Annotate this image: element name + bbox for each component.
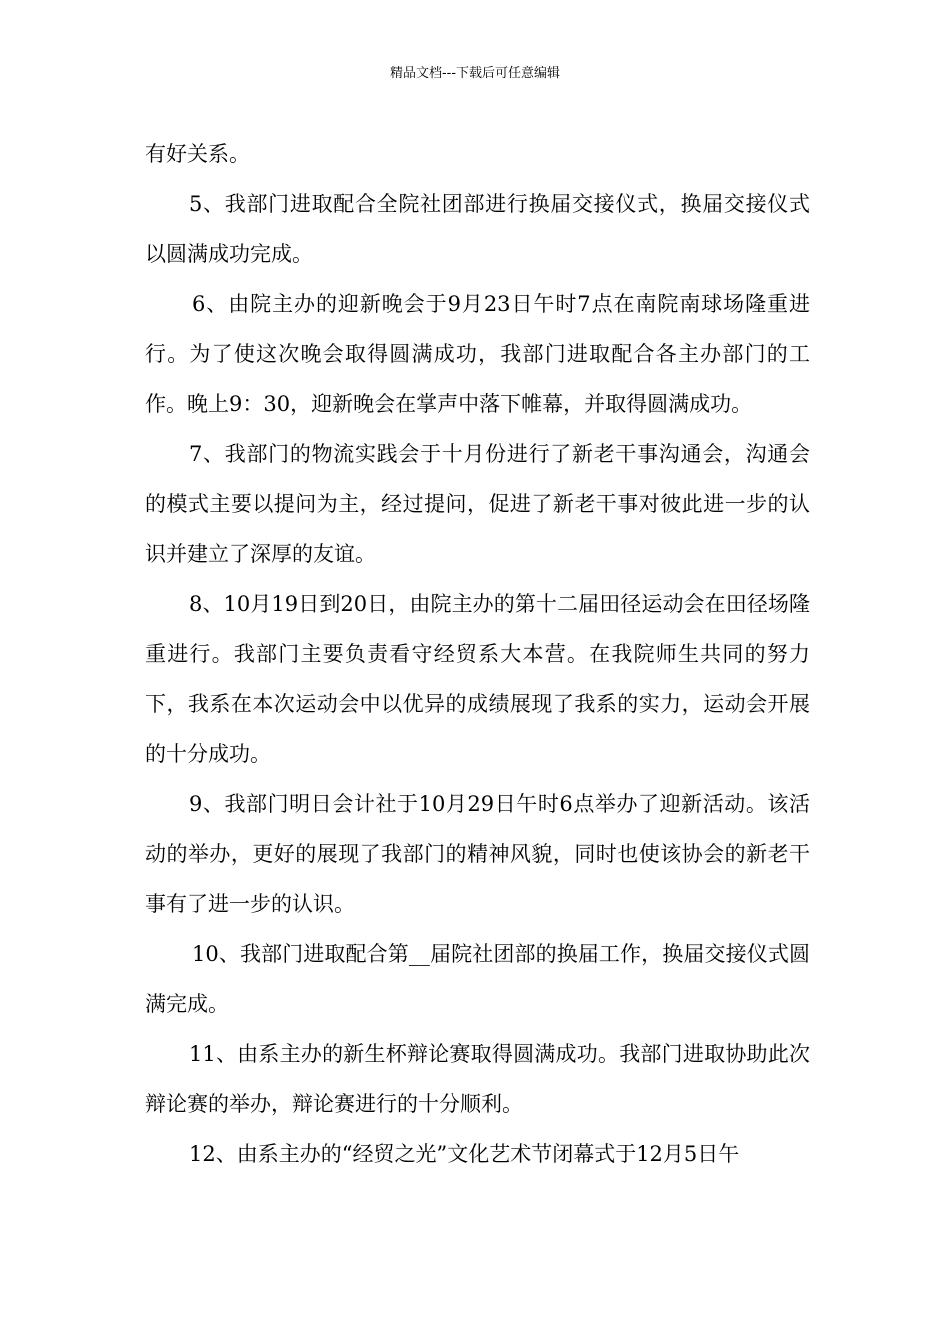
- paragraph-item-11: 11、由系主办的新生杯辩论赛取得圆满成功。我部门进取协助此次辩论赛的举办，辩论赛进行的十分顺利。: [145, 1042, 810, 1116]
- paragraph-item-7: 7、我部门的物流实践会于十月份进行了新老干事沟通会，沟通会的模式主要以提问为主，经过提问，促进了新老干事对彼此进一步的认识并建立了深厚的友谊。: [145, 442, 810, 566]
- page-header: 精品文档---下载后可任意编辑: [389, 66, 561, 81]
- paragraph-item-8: 8、10月19日到20日，由院主办的第十二届田径运动会在田径场隆重进行。我部门主要负责看守经贸系大本营。在我院师生共同的努力下，我系在本次运动会中以优异的成绩展现了我系的实力，运动会开展的十分成功。: [145, 592, 810, 766]
- paragraph-item-9: 9、我部门明日会计社于10月29日午时6点举办了迎新活动。该活动的举办，更好的展现了我部门的精神风貌，同时也使该协会的新老干事有了进一步的认识。: [145, 792, 810, 916]
- paragraph-item-12: 12、由系主办的“经贸之光”文化艺术节闭幕式于12月5日午: [189, 1142, 740, 1166]
- document-body: [145, 129, 810, 1179]
- paragraph-item-6: 6、由院主办的迎新晚会于9月23日午时7点在南院南球场隆重进行。为了使这次晚会取得圆满成功，我部门进取配合各主办部门的工作。晚上9：30，迎新晚会在掌声中落下帷幕，并取得圆满成功。: [145, 292, 810, 416]
- paragraph-item-10: 10、我部门进取配合第__届院社团部的换届工作，换届交接仪式圆满完成。: [145, 942, 810, 1016]
- paragraph-continuation: 有好关系。: [145, 142, 250, 166]
- paragraph-item-5: 5、我部门进取配合全院社团部进行换届交接仪式，换届交接仪式以圆满成功完成。: [145, 192, 810, 266]
